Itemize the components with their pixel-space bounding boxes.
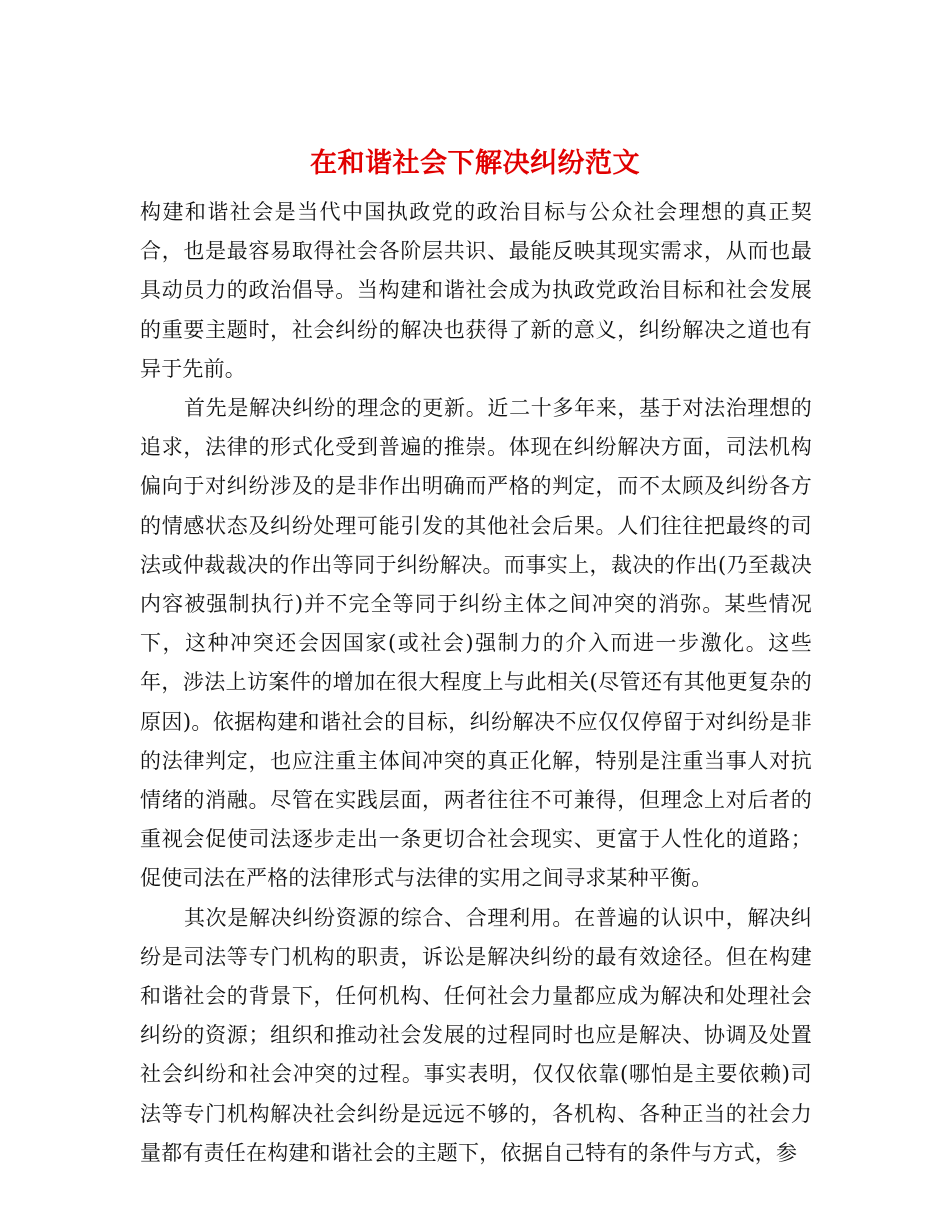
document-body (140, 193, 812, 1173)
document-title: 在和谐社会下解决纠纷范文 (310, 148, 640, 180)
paragraph-second-point: 其次是解决纠纷资源的综合、合理利用。在普遍的认识中，解决纠纷是司法等专门机构的职责，诉讼是解决纠纷的最有效途径。但在构建和谐社会的背景下，任何机构、任何社会力量都应成为解决和处理社会纠纷的资源；组织和推动社会发展的过程同时也应是解决、协调及处置社会纠纷和社会冲突的过程。事实表明，仅仅依靠(哪怕是主要依赖)司法等专门机构解决社会纠纷是远远不够的，各机构、各种正当的社会力量都有责任在构建和谐社会的主题下，依据自己特有的条件与方式，参 (140, 905, 812, 1165)
paragraph-intro: 构建和谐社会是当代中国执政党的政治目标与公众社会理想的真正契合，也是最容易取得社会各阶层共识、最能反映其现实需求，从而也最具动员力的政治倡导。当构建和谐社会成为执政党政治目标和社会发展的重要主题时，社会纠纷的解决也获得了新的意义，纠纷解决之道也有异于先前。 (140, 200, 812, 381)
paragraph-first-point: 首先是解决纠纷的理念的更新。近二十多年来，基于对法治理想的追求，法律的形式化受到普遍的推崇。体现在纠纷解决方面，司法机构偏向于对纠纷涉及的是非作出明确而严格的判定，而不太顾及纠纷各方的情感状态及纠纷处理可能引发的其他社会后果。人们往往把最终的司法或仲裁裁决的作出等同于纠纷解决。而事实上，裁决的作出(乃至裁决内容被强制执行)并不完全等同于纠纷主体之间冲突的消弥。某些情况下，这种冲突还会因国家(或社会)强制力的介入而进一步激化。这些年，涉法上访案件的增加在很大程度上与此相关(尽管还有其他更复杂的原因)。依据构建和谐社会的目标，纠纷解决不应仅仅停留于对纠纷是非的法律判定，也应注重主体间冲突的真正化解，特别是注重当事人对抗情绪的消融。尽管在实践层面，两者往往不可兼得，但理念上对后者的重视会促使司法逐步走出一条更切合社会现实、更富于人性化的道路；促使司法在严格的法律形式与法律的实用之间寻求某种平衡。 (140, 396, 812, 891)
